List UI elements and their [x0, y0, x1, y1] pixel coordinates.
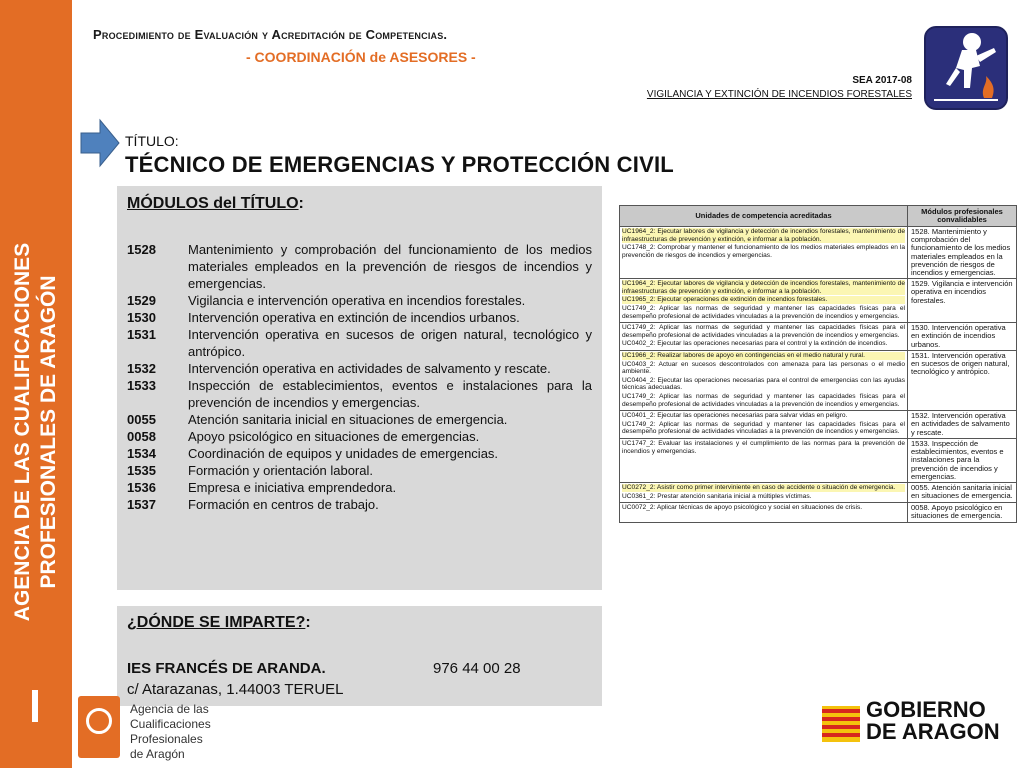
- units-cell: [620, 411, 908, 439]
- table-row: [620, 438, 1017, 482]
- competency-unit: UC0361_2: Prestar atención sanitaria inicial a múltiples víctimas.: [622, 492, 812, 500]
- module-code: 1532: [127, 361, 156, 376]
- competency-table: [619, 205, 1017, 523]
- module-cell: 1529. Vigilancia e intervención operativa en incendios forestales.: [908, 279, 1017, 323]
- module-cell: 1531. Intervención operativa en sucesos de origen natural, tecnológico y antrópico.: [908, 350, 1017, 410]
- agency-logo-line: Cualificaciones: [130, 717, 211, 731]
- module-code: 1534: [127, 446, 156, 461]
- module-item: [127, 292, 592, 309]
- module-cell: 1528. Mantenimiento y comprobación del funcionamiento de los medios materiales empleados en la prevención de riesgos de incendios y emergencias.: [908, 227, 1017, 279]
- aragon-flag-icon: [822, 706, 860, 742]
- agency-sidebar: [0, 0, 72, 768]
- module-cell: 0058. Apoyo psicológico en situaciones de emergencia.: [908, 503, 1017, 522]
- agency-logo-icon: [78, 696, 120, 758]
- module-code: 1537: [127, 497, 156, 512]
- module-item: [127, 326, 592, 360]
- right-arrow-icon: [80, 118, 120, 173]
- competency-unit: UC1747_2: Evaluar las instalaciones y el cumplimiento de las normas para la prevención de incendios y emergencias.: [622, 439, 905, 455]
- module-list: [127, 241, 592, 513]
- module-name: Formación y orientación laboral.: [188, 463, 373, 478]
- module-code: 1528: [127, 242, 156, 257]
- agency-title-line-1: AGENCIA DE LAS CUALIFICACIONES: [11, 242, 34, 622]
- module-item: [127, 377, 592, 411]
- units-cell: [620, 482, 908, 502]
- units-cell: [620, 279, 908, 323]
- units-cell: [620, 438, 908, 482]
- module-code: 0055: [127, 412, 156, 427]
- sidebar-accent-bar: [32, 690, 38, 722]
- units-cell: [620, 227, 908, 279]
- module-item: [127, 241, 592, 292]
- titulo-label: TÍTULO:: [125, 133, 179, 149]
- module-item: [127, 462, 592, 479]
- donde-heading: [127, 614, 311, 632]
- competency-unit: UC0404_2: Ejecutar las operaciones necesarias para el control de emergencias con las ayudas técnicas adecuadas.: [622, 376, 905, 392]
- module-name: Intervención operativa en sucesos de origen natural, tecnológico y antrópico.: [188, 327, 592, 359]
- units-cell: [620, 323, 908, 351]
- module-name: Inspección de establecimientos, eventos e instalaciones para la prevención de incendios y emergencias.: [188, 378, 592, 410]
- agency-title-line-2: PROFESIONALES DE ARAGÓN: [37, 275, 60, 589]
- donde-heading-text: ¿DÓNDE SE IMPARTE?: [127, 614, 306, 631]
- module-name: Intervención operativa en actividades de salvamento y rescate.: [188, 361, 551, 376]
- table-row: [620, 323, 1017, 351]
- table-header-row: [620, 206, 1017, 227]
- table-row: [620, 350, 1017, 410]
- module-name: Vigilancia e intervención operativa en incendios forestales.: [188, 293, 526, 308]
- module-item: [127, 360, 592, 377]
- competency-unit: UC1965_2: Ejecutar operaciones de extinción de incendios forestales.: [622, 296, 905, 304]
- table-header-units: Unidades de competencia acreditadas: [620, 206, 908, 227]
- module-code: 1530: [127, 310, 156, 325]
- module-cell: 1533. Inspección de establecimientos, eventos e instalaciones para la prevención de incendios y emergencias.: [908, 438, 1017, 482]
- modulos-heading-colon: :: [298, 195, 304, 212]
- module-cell: 1532. Intervención operativa en actividades de salvamento y rescate.: [908, 411, 1017, 439]
- module-cell: 1530. Intervención operativa en extinción de incendios urbanos.: [908, 323, 1017, 351]
- modulos-heading-text: MÓDULOS del TÍTULO: [127, 195, 299, 212]
- table-row: [620, 482, 1017, 502]
- agency-vertical-title: [10, 152, 62, 712]
- donde-heading-colon: :: [305, 614, 311, 631]
- competency-unit: UC1964_2: Ejecutar labores de vigilancia y detección de incendios forestales, mantenimiento de infraestructuras de prevención y extinción, e informar a la población.: [622, 228, 905, 243]
- module-code: 1536: [127, 480, 156, 495]
- center-address: c/ Atarazanas, 1.44003 TERUEL: [127, 681, 344, 698]
- competency-unit: UC1749_2: Aplicar las normas de seguridad y mantener las capacidades físicas para el desempeño profesional de actividades vinculadas a la prevención de incendios y emergencias.: [622, 420, 905, 436]
- agency-logo-line: de Aragón: [130, 747, 185, 761]
- module-item: [127, 479, 592, 496]
- module-code: 1533: [127, 378, 156, 393]
- module-item: [127, 309, 592, 326]
- donde-panel: [117, 606, 602, 706]
- module-name: Empresa e iniciativa emprendedora.: [188, 480, 397, 495]
- modulos-heading: [127, 195, 304, 213]
- module-name: Atención sanitaria inicial en situaciones de emergencia.: [188, 412, 508, 427]
- competency-unit: UC0402_2: Ejecutar las operaciones necesarias para el control y la extinción de incendios.: [622, 340, 888, 348]
- module-cell: 0055. Atención sanitaria inicial en situaciones de emergencia.: [908, 482, 1017, 502]
- center-name: IES FRANCÉS DE ARANDA.: [127, 660, 326, 677]
- table-row: [620, 503, 1017, 522]
- module-name: Apoyo psicológico en situaciones de emergencias.: [188, 429, 480, 444]
- procedure-subtitle: - COORDINACIÓN de ASESORES -: [246, 49, 476, 65]
- module-code: 1535: [127, 463, 156, 478]
- titulo-name: TÉCNICO DE EMERGENCIAS Y PROTECCIÓN CIVIL: [125, 152, 674, 177]
- module-name: Coordinación de equipos y unidades de emergencias.: [188, 446, 499, 461]
- table-row: [620, 411, 1017, 439]
- module-code: 1529: [127, 293, 156, 308]
- competency-unit: UC1749_2: Aplicar las normas de seguridad y mantener las capacidades físicas para el desempeño profesional de actividades vinculadas a la prevención de incendios y emergencias.: [622, 392, 905, 408]
- procedure-title: Procedimiento de Evaluación y Acreditación de Competencias.: [93, 27, 448, 42]
- competency-unit: UC0272_2: Asistir como primer interviniente en caso de accidente o situación de emergencia.: [622, 484, 905, 492]
- module-name: Formación en centros de trabajo.: [188, 497, 379, 512]
- center-phone: 976 44 00 28: [433, 660, 521, 677]
- module-item: [127, 496, 592, 513]
- units-cell: [620, 503, 908, 522]
- gobierno-line-1: GOBIERNO: [866, 697, 986, 722]
- table-header-modules: Módulos profesionales convalidables: [908, 206, 1017, 227]
- module-item: [127, 445, 592, 462]
- agency-logo-text: [130, 702, 211, 762]
- gobierno-line-2: DE ARAGON: [866, 719, 1000, 744]
- competency-unit: UC1749_2: Aplicar las normas de seguridad y mantener las capacidades físicas para el desempeño profesional de actividades vinculadas a la prevención de incendios y emergencias.: [622, 324, 905, 339]
- competency-unit: UC1964_2: Ejecutar labores de vigilancia y detección de incendios forestales, mantenimiento de infraestructuras de prevención y extinción, e informar a la población.: [622, 280, 905, 295]
- competency-unit: UC1749_2: Aplicar las normas de seguridad y mantener las capacidades físicas para el desempeño profesional de actividades vinculadas a la prevención de incendios y emergencias.: [622, 305, 905, 320]
- firefighter-logo-icon: [924, 26, 1008, 110]
- units-cell: [620, 350, 908, 410]
- competency-unit: UC1966_2: Realizar labores de apoyo en contingencias en el medio natural y rural.: [622, 352, 905, 360]
- agency-logo-line: Profesionales: [130, 732, 203, 746]
- certification-code: SEA 2017-08: [852, 75, 912, 86]
- table-row: [620, 227, 1017, 279]
- competency-unit: UC1748_2: Comprobar y mantener el funcionamiento de los medios materiales empleados en la prevención de riesgos de incendios y emergencias.: [622, 244, 905, 259]
- table-row: [620, 279, 1017, 323]
- competency-unit: UC0072_2: Aplicar técnicas de apoyo psicológico y social en situaciones de crisis.: [622, 504, 863, 512]
- module-item: [127, 428, 592, 445]
- module-name: Intervención operativa en extinción de incendios urbanos.: [188, 310, 520, 325]
- gobierno-aragon-logo: [866, 699, 1000, 743]
- competency-unit: UC0403_2: Actuar en sucesos descontrolados con amenaza para las personas o el medio ambiente.: [622, 360, 905, 376]
- agency-logo-ring: [86, 708, 112, 734]
- competency-unit: UC0401_2: Ejecutar las operaciones necesarias para salvar vidas en peligro.: [622, 412, 848, 420]
- agency-logo-line: Agencia de las: [130, 702, 209, 716]
- modulos-panel: [117, 186, 602, 590]
- module-name: Mantenimiento y comprobación del funcionamiento de los medios materiales empleados en la prevención de riesgos de incendios y emergencias.: [188, 242, 592, 291]
- module-code: 1531: [127, 327, 156, 342]
- module-code: 0058: [127, 429, 156, 444]
- certification-name: VIGILANCIA Y EXTINCIÓN DE INCENDIOS FORESTALES: [646, 89, 912, 100]
- table-body: [620, 227, 1017, 523]
- module-item: [127, 411, 592, 428]
